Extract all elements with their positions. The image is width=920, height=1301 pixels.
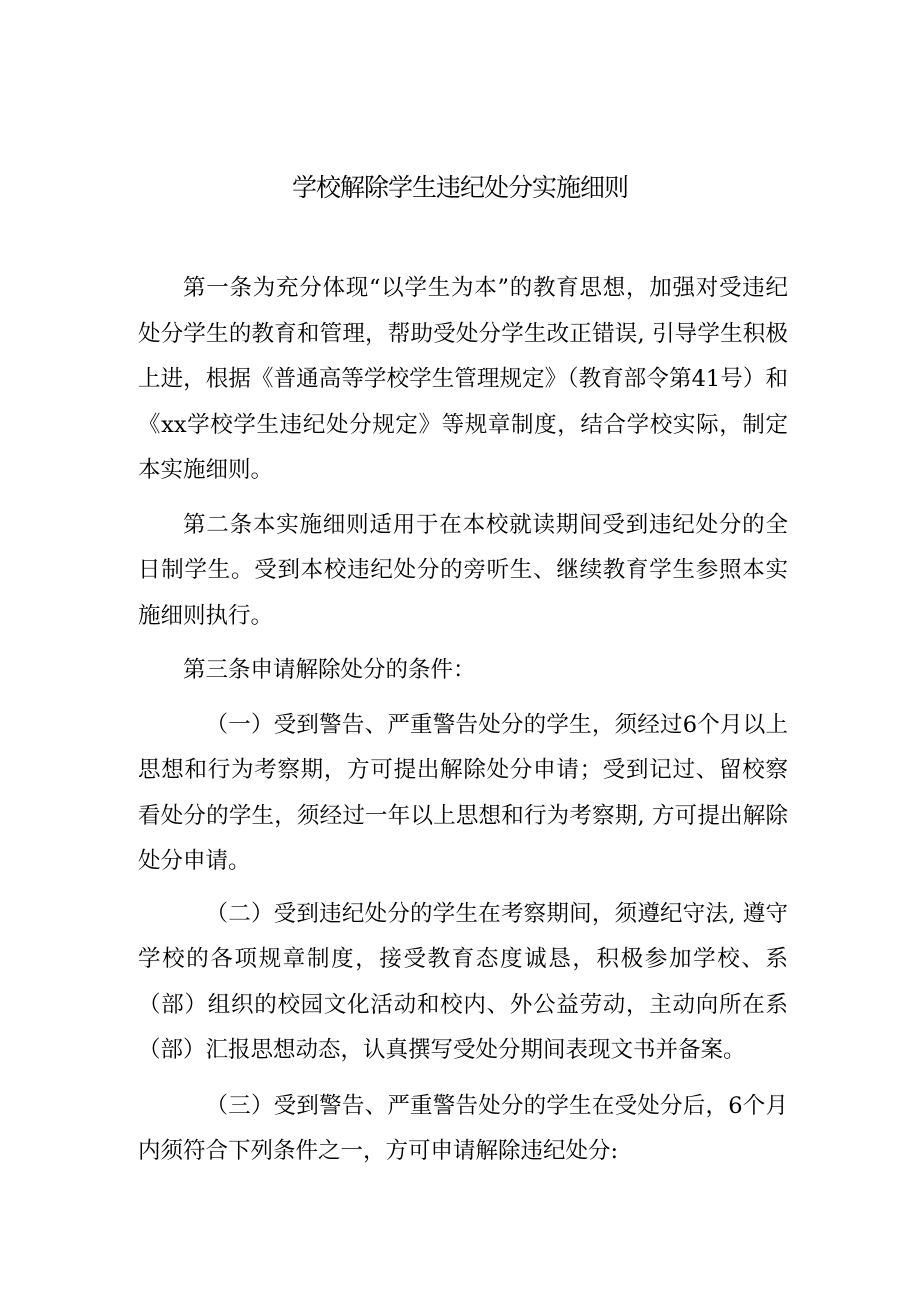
paragraph-item-1: （一）受到警告、严重警告处分的学生，须经过6个月以上思想和行为考察期，方可提出解除处分申请；受到记过、留校察看处分的学生，须经过一年以上思想和行为考察期, 方可提出解除处分申请。 <box>138 711 788 874</box>
paragraph-item-3: （三）受到警告、严重警告处分的学生在受处分后，6个月内须符合下列条件之一，方可申请解除违纪处分: <box>138 1092 788 1164</box>
paragraph-article-2: 第二条本实施细则适用于在本校就读期间受到违纪处分的全日制学生。受到本校违纪处分的旁听生、继续教育学生参照本实施细则执行。 <box>138 511 788 629</box>
document-body <box>138 266 788 1175</box>
paragraph-article-3: 第三条申请解除处分的条件： <box>183 657 476 683</box>
paragraph-article-1: 第一条为充分体现“以学生为本”的教育思想，加强对受违纪处分学生的教育和管理，帮助受处分学生改正错误, 引导学生积极上进，根据《普通高等学校学生管理规定》（教育部令第41号）和《xx学校学生违纪处分规定》等规章制度，结合学校实际，制定本实施细则。 <box>138 275 788 483</box>
document-title: 学校解除学生违纪处分实施细则 <box>291 173 628 202</box>
paragraph-item-2: （二）受到违纪处分的学生在考察期间，须遵纪守法, 遵守学校的各项规章制度，接受教育态度诚恳，积极参加学校、系（部）组织的校园文化活动和校内、外公益劳动，主动向所在系（部）汇报思想动态，认真撰写受处分期间表现文书并备案。 <box>138 900 788 1063</box>
